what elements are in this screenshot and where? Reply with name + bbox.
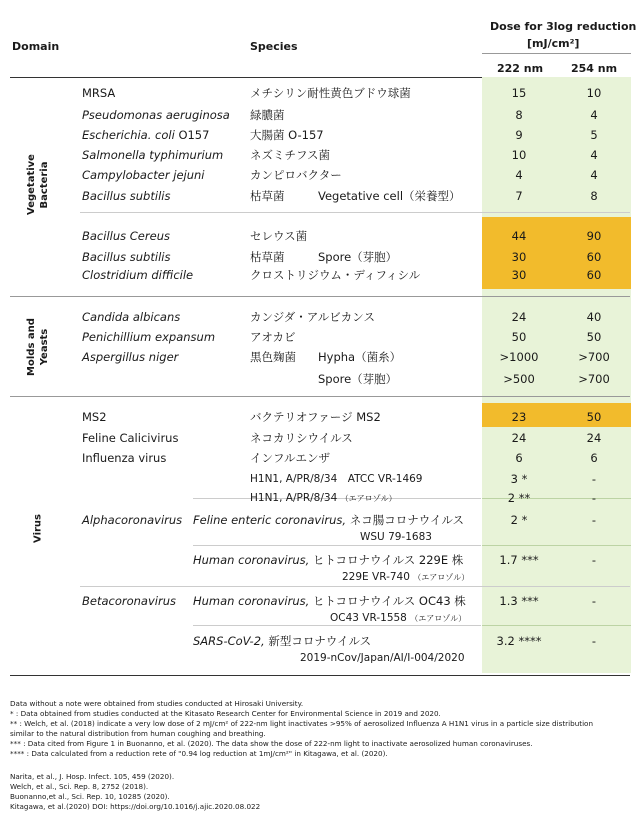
species-en: Human coronavirus, ヒトコロナウイルス 229E 株 (193, 553, 464, 567)
dose-254: 4 (590, 168, 598, 182)
species-en: Clostridium difficile (82, 268, 194, 282)
dose-222: 2 * (510, 513, 528, 527)
species-en: Aspergillus niger (82, 350, 179, 364)
dose-254: 60 (586, 268, 602, 282)
dose-222: 6 (515, 451, 523, 465)
species-ja: セレウス菌 (250, 229, 308, 243)
species-form: Hypha（菌糸） (318, 350, 402, 364)
footnote: **** : Data calculated from a reduction rete of "0.94 log reduction at 1mJ/cm²" in Kitagawa, et al. (2020). (10, 749, 388, 758)
col-254-header: 254 nm (571, 62, 618, 75)
dose-254: 60 (586, 250, 602, 264)
dose-254: 5 (590, 128, 598, 142)
strain-label: 229E VR-740 （エアロゾル） (342, 571, 470, 583)
row-divider (80, 212, 630, 213)
strain-label: H1N1, A/PR/8/34 （エアロゾル） (250, 492, 397, 504)
dose-254: 4 (590, 108, 598, 122)
dose-222: 7 (515, 189, 523, 203)
footnote: *** : Data cited from Figure 1 in Buonanno, et al. (2020). The data show the dose of 222-nm light to inactivate aerosolized human coronaviruses. (10, 739, 533, 748)
species-ja: 黒色麹菌 (250, 350, 296, 364)
section-divider (10, 396, 630, 397)
domain-molds-yeasts: Molds and Yeasts (26, 318, 50, 376)
genus-label: Alphacoronavirus (82, 513, 183, 527)
footnote: * : Data obtained from studies conducted at the Kitasato Research Center for Environmental Science in 2019 and 2020. (10, 709, 441, 718)
species-en: Bacillus Cereus (82, 229, 170, 243)
strain-label: 2019-nCov/Japan/AI/I-004/2020 (300, 652, 465, 664)
row-divider (193, 545, 481, 546)
species-ja: ネコカリシウイルス (250, 431, 353, 445)
dose-222: 3.2 **** (496, 634, 542, 648)
species-ja: インフルエンザ (250, 451, 331, 465)
dose-222: >1000 (499, 350, 539, 364)
strain-label: OC43 VR-1558 （エアロゾル） (330, 612, 467, 624)
strain-label: H1N1, A/PR/8/34 ATCC VR-1469 (250, 473, 423, 485)
species-ja: クロストリジウム・ディフィシル (250, 268, 421, 282)
species-en: Salmonella typhimurium (82, 148, 224, 162)
section-divider (10, 296, 630, 297)
dose-254: 24 (586, 431, 602, 445)
reference: Buonanno,et al., Sci. Rep. 10, 10285 (2020). (10, 792, 170, 801)
species-ja: ネズミチフス菌 (250, 148, 331, 162)
dose-222: 24 (511, 431, 527, 445)
row-divider (482, 545, 631, 546)
dose-222: 24 (511, 310, 527, 324)
dose-254: 40 (586, 310, 602, 324)
dose-254: - (591, 472, 597, 486)
species-form: Spore（芽胞） (318, 250, 398, 264)
row-divider (80, 586, 630, 587)
species-en: Penichillium expansum (82, 330, 216, 344)
col-222-header: 222 nm (497, 62, 544, 75)
dose-222: 50 (511, 330, 527, 344)
domain-header: Domain (12, 40, 60, 53)
species-ja: バクテリオファージ MS2 (250, 410, 381, 424)
dose-254: - (591, 513, 597, 527)
species-ja: 大腸菌 O-157 (250, 128, 324, 142)
header-subrule (482, 53, 631, 54)
dose-222: 15 (511, 86, 527, 100)
species-en: Escherichia. coli O157 (82, 128, 210, 142)
dose-254: 50 (586, 410, 602, 424)
dose-222: 2 ** (507, 491, 531, 505)
dose-254: >700 (578, 350, 610, 364)
dose-222: >500 (503, 372, 535, 386)
species-en: Pseudomonas aeruginosa (82, 108, 230, 122)
domain-vegetative-bacteria: Vegetative Bacteria (26, 154, 50, 215)
species-en: Feline enteric coronavirus, ネコ腸コロナウイルス (193, 513, 465, 527)
dose-222: 1.3 *** (499, 594, 539, 608)
species-en: MRSA (82, 86, 116, 100)
table-bottom-rule (10, 675, 630, 676)
species-en: Bacillus subtilis (82, 250, 171, 264)
species-form: Spore（芽胞） (318, 372, 398, 386)
species-en: SARS-CoV-2, 新型コロナウイルス (193, 634, 372, 648)
dose-222: 10 (511, 148, 527, 162)
dose-222: 3 * (510, 472, 528, 486)
dose-header: Dose for 3log reduction (490, 20, 637, 33)
dose-222: 1.7 *** (499, 553, 539, 567)
dose-254: 8 (590, 189, 598, 203)
dose-254: - (591, 594, 597, 608)
reference: Kitagawa, et al.(2020) DOI: https://doi.org/10.1016/j.ajic.2020.08.022 (10, 802, 261, 811)
dose-254: 90 (586, 229, 602, 243)
dose-unit-header: [mJ/cm²] (527, 37, 580, 50)
dose-254: 4 (590, 148, 598, 162)
dose-222: 23 (511, 410, 527, 424)
strain-label: WSU 79-1683 (360, 531, 432, 543)
species-ja: アオカビ (250, 330, 296, 344)
footnote: Data without a note were obtained from studies conducted at Hirosaki University. (10, 699, 304, 708)
species-ja: 枯草菌 (250, 189, 285, 203)
species-en: Candida albicans (82, 310, 181, 324)
species-ja: 緑膿菌 (250, 108, 285, 122)
dose-254: - (591, 553, 597, 567)
species-header: Species (250, 40, 298, 53)
dose-254: >700 (578, 372, 610, 386)
dose-222: 30 (511, 268, 527, 282)
dose-254: 10 (586, 86, 602, 100)
species-ja: メチシリン耐性黄色ブドウ球菌 (250, 86, 411, 100)
dose-254: 50 (586, 330, 602, 344)
species-ja: カンピロバクター (250, 168, 342, 182)
species-ja: カンジダ・アルビカンス (250, 310, 375, 324)
dose-254: - (591, 634, 597, 648)
species-en: Bacillus subtilis (82, 189, 171, 203)
dose-222: 44 (511, 229, 527, 243)
domain-virus: Virus (32, 514, 44, 543)
species-en: Influenza virus (82, 451, 167, 465)
dose-222: 9 (515, 128, 523, 142)
species-en: Campylobacter jejuni (82, 168, 205, 182)
reference: Welch, et al., Sci. Rep. 8, 2752 (2018). (10, 782, 149, 791)
reference: Narita, et al., J. Hosp. Infect. 105, 459 (2020). (10, 772, 175, 781)
species-en: MS2 (82, 410, 107, 424)
species-en: Human coronavirus, ヒトコロナウイルス OC43 株 (193, 594, 466, 608)
dose-222: 30 (511, 250, 527, 264)
row-divider (482, 625, 631, 626)
dose-254: - (591, 491, 597, 505)
dose-254: 6 (590, 451, 598, 465)
genus-label: Betacoronavirus (82, 594, 176, 608)
species-form: Vegetative cell（栄養型） (318, 189, 461, 203)
species-en: Feline Calicivirus (82, 431, 179, 445)
dose-222: 8 (515, 108, 523, 122)
dose-222: 4 (515, 168, 523, 182)
footnote: ** : Welch, et al. (2018) indicate a very low dose of 2 mJ/cm² of 222-nm light inactivates >95% of aerosolized Influenza A H1N1 virus in a particle size distribution (10, 719, 594, 728)
footnote: similar to the natural distribution from human coughing and breathing. (10, 729, 266, 738)
species-ja: 枯草菌 (250, 250, 285, 264)
